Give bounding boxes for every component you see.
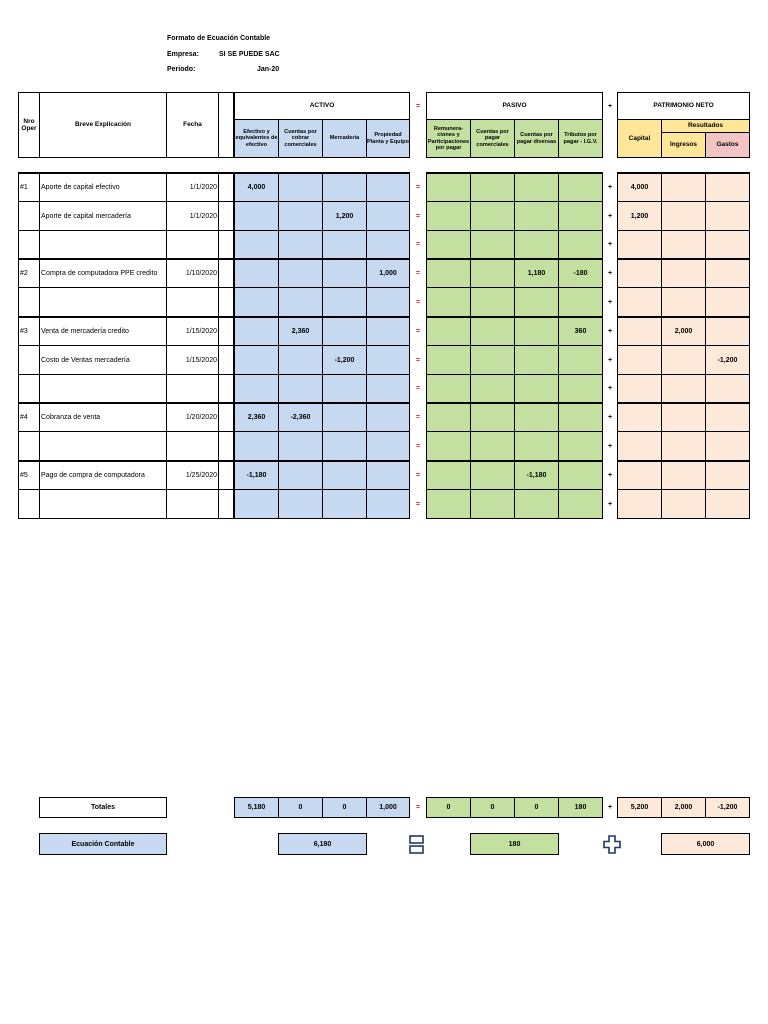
- row-nro: [18, 201, 40, 231]
- row-equals: =: [415, 442, 421, 450]
- row-activo-cell: [234, 287, 279, 317]
- row-activo-cell: 4,000: [234, 172, 279, 202]
- row-activo-cell: [366, 402, 410, 432]
- row-activo-cell: [278, 258, 323, 288]
- row-activo-cell: 2,360: [234, 402, 279, 432]
- row-spacer: [218, 287, 234, 317]
- row-pasivo-cell: [558, 460, 603, 490]
- row-activo-cell: [234, 489, 279, 519]
- row-activo-cell: [278, 172, 323, 202]
- row-nro: #5: [18, 460, 40, 490]
- row-patrimonio-cell: 4,000: [617, 172, 662, 202]
- row-patrimonio-cell: [661, 345, 706, 375]
- header-nro: Nro Oper: [18, 92, 40, 158]
- row-spacer: [218, 402, 234, 432]
- row-activo-cell: [278, 489, 323, 519]
- row-fecha: 1/15/2020: [166, 345, 219, 375]
- plus-outline-icon: [602, 834, 622, 855]
- row-patrimonio-cell: [705, 230, 750, 259]
- header-equals: =: [415, 102, 421, 110]
- row-activo-cell: [322, 374, 367, 403]
- row-patrimonio-cell: [617, 258, 662, 288]
- header-plus: +: [607, 102, 613, 110]
- row-pasivo-cell: [470, 201, 515, 231]
- row-pasivo-cell: [426, 201, 471, 231]
- row-activo-cell: [322, 316, 367, 346]
- row-pasivo-cell: 1,180: [514, 258, 559, 288]
- total-tributos: 180: [558, 797, 603, 818]
- row-explicacion: Aporte de capital efectivo: [39, 172, 167, 202]
- row-pasivo-cell: [514, 345, 559, 375]
- row-activo-cell: [366, 172, 410, 202]
- row-pasivo-cell: [514, 287, 559, 317]
- header-ingresos: Ingresos: [661, 132, 706, 158]
- row-pasivo-cell: [558, 287, 603, 317]
- header-resultados: Resultados: [661, 119, 750, 133]
- row-activo-cell: [278, 460, 323, 490]
- header-capital: Capital: [617, 119, 662, 158]
- row-pasivo-cell: [426, 460, 471, 490]
- row-activo-cell: [366, 316, 410, 346]
- row-spacer: [218, 345, 234, 375]
- row-pasivo-cell: [470, 230, 515, 259]
- row-pasivo-cell: [426, 489, 471, 519]
- row-pasivo-cell: -180: [558, 258, 603, 288]
- row-nro: [18, 489, 40, 519]
- row-pasivo-cell: [558, 345, 603, 375]
- total-ingresos: 2,000: [661, 797, 706, 818]
- row-equals: =: [415, 500, 421, 508]
- row-activo-cell: [278, 201, 323, 231]
- row-patrimonio-cell: [661, 230, 706, 259]
- row-activo-cell: [366, 201, 410, 231]
- row-activo-cell: 1,200: [322, 201, 367, 231]
- row-pasivo-cell: [558, 172, 603, 202]
- row-activo-cell: [234, 316, 279, 346]
- row-activo-cell: [322, 489, 367, 519]
- total-cuentas-cobrar: 0: [278, 797, 323, 818]
- row-activo-cell: [278, 345, 323, 375]
- header-efectivo: Efectivo y equivalentes de efectivo: [234, 119, 279, 158]
- row-nro: #3: [18, 316, 40, 346]
- header-remuneraciones: Remunera-ciones y Participaciones por pagar: [426, 119, 471, 158]
- row-spacer: [218, 230, 234, 259]
- row-pasivo-cell: [426, 230, 471, 259]
- row-patrimonio-cell: [617, 230, 662, 259]
- row-pasivo-cell: [426, 258, 471, 288]
- row-explicacion: [39, 230, 167, 259]
- row-explicacion: Pago de compra de computadora: [39, 460, 167, 490]
- row-plus: +: [607, 241, 613, 248]
- total-mercaderia: 0: [322, 797, 367, 818]
- row-patrimonio-cell: -1,200: [705, 345, 750, 375]
- row-pasivo-cell: [470, 431, 515, 461]
- row-activo-cell: [278, 287, 323, 317]
- row-activo-cell: -2,360: [278, 402, 323, 432]
- sheet-title: Formato de Ecuación Contable: [167, 35, 271, 42]
- company-value: SI SE PUEDE SAC: [219, 51, 280, 58]
- row-explicacion: [39, 374, 167, 403]
- row-equals: =: [415, 385, 421, 392]
- row-activo-cell: [234, 258, 279, 288]
- row-spacer: [218, 489, 234, 519]
- row-patrimonio-cell: [705, 316, 750, 346]
- row-plus: +: [607, 442, 613, 450]
- row-plus: +: [607, 298, 613, 306]
- row-pasivo-cell: [470, 258, 515, 288]
- row-nro: [18, 431, 40, 461]
- row-pasivo-cell: [470, 402, 515, 432]
- row-patrimonio-cell: [705, 402, 750, 432]
- row-activo-cell: [234, 431, 279, 461]
- row-pasivo-cell: [470, 345, 515, 375]
- row-activo-cell: [322, 402, 367, 432]
- row-patrimonio-cell: 2,000: [661, 316, 706, 346]
- row-pasivo-cell: [558, 402, 603, 432]
- row-patrimonio-cell: [705, 172, 750, 202]
- row-nro: [18, 345, 40, 375]
- row-patrimonio-cell: [617, 489, 662, 519]
- row-patrimonio-cell: [661, 258, 706, 288]
- row-explicacion: [39, 431, 167, 461]
- row-pasivo-cell: [426, 172, 471, 202]
- row-plus: +: [607, 500, 613, 508]
- row-equals: =: [415, 241, 421, 248]
- period-label: Periodo:: [167, 66, 196, 73]
- row-activo-cell: [366, 230, 410, 259]
- row-patrimonio-cell: [705, 374, 750, 403]
- row-patrimonio-cell: [705, 258, 750, 288]
- total-efectivo: 5,180: [234, 797, 279, 818]
- row-explicacion: [39, 287, 167, 317]
- header-gastos: Gastos: [705, 132, 750, 158]
- row-patrimonio-cell: [617, 460, 662, 490]
- row-pasivo-cell: [426, 374, 471, 403]
- row-plus: +: [607, 356, 613, 364]
- row-pasivo-cell: [514, 374, 559, 403]
- row-patrimonio-cell: [661, 287, 706, 317]
- row-explicacion: [39, 489, 167, 519]
- row-patrimonio-cell: [661, 201, 706, 231]
- row-equals: =: [415, 356, 421, 364]
- header-cuentas-cobrar: Cuentas por cobrar comerciales: [278, 119, 323, 158]
- row-pasivo-cell: [426, 345, 471, 375]
- row-patrimonio-cell: [705, 489, 750, 519]
- row-patrimonio-cell: [661, 172, 706, 202]
- row-plus: +: [607, 327, 613, 335]
- company-label: Empresa:: [167, 51, 199, 58]
- row-nro: #2: [18, 258, 40, 288]
- row-spacer: [218, 460, 234, 490]
- row-fecha: 1/1/2020: [166, 201, 219, 231]
- row-activo-cell: [234, 374, 279, 403]
- row-fecha: [166, 374, 219, 403]
- row-patrimonio-cell: [617, 374, 662, 403]
- row-patrimonio-cell: [705, 287, 750, 317]
- equation-patrimonio: 6,000: [661, 833, 750, 855]
- row-patrimonio-cell: [617, 287, 662, 317]
- row-pasivo-cell: [470, 287, 515, 317]
- row-activo-cell: [366, 345, 410, 375]
- row-pasivo-cell: [514, 172, 559, 202]
- row-activo-cell: [366, 374, 410, 403]
- row-explicacion: Aporte de capital mercadería: [39, 201, 167, 231]
- row-explicacion: Cobranza de venta: [39, 402, 167, 432]
- row-pasivo-cell: [426, 402, 471, 432]
- row-activo-cell: [322, 230, 367, 259]
- header-spacer: [218, 92, 234, 158]
- row-pasivo-cell: [558, 374, 603, 403]
- row-spacer: [218, 374, 234, 403]
- row-activo-cell: [322, 460, 367, 490]
- row-nro: [18, 374, 40, 403]
- row-pasivo-cell: [514, 230, 559, 259]
- row-plus: +: [607, 413, 613, 421]
- row-activo-cell: [366, 489, 410, 519]
- row-pasivo-cell: [558, 489, 603, 519]
- row-pasivo-cell: [558, 230, 603, 259]
- header-patrimonio: PATRIMONIO NETO: [617, 92, 750, 120]
- row-fecha: 1/1/2020: [166, 172, 219, 202]
- row-pasivo-cell: [470, 316, 515, 346]
- row-patrimonio-cell: [617, 345, 662, 375]
- row-activo-cell: [234, 230, 279, 259]
- row-pasivo-cell: [514, 431, 559, 461]
- row-activo-cell: [322, 172, 367, 202]
- row-explicacion: Compra de computadora PPE credito: [39, 258, 167, 288]
- row-patrimonio-cell: [705, 431, 750, 461]
- row-activo-cell: [366, 287, 410, 317]
- total-ppe: 1,000: [366, 797, 410, 818]
- row-spacer: [218, 201, 234, 231]
- row-nro: #1: [18, 172, 40, 202]
- total-remuneraciones: 0: [426, 797, 471, 818]
- total-capital: 5,200: [617, 797, 662, 818]
- row-activo-cell: [366, 431, 410, 461]
- row-plus: +: [607, 212, 613, 220]
- row-pasivo-cell: [470, 172, 515, 202]
- row-activo-cell: [322, 431, 367, 461]
- row-pasivo-cell: [470, 374, 515, 403]
- row-pasivo-cell: [470, 489, 515, 519]
- row-fecha: 1/20/2020: [166, 402, 219, 432]
- row-activo-cell: 2,360: [278, 316, 323, 346]
- row-fecha: [166, 287, 219, 317]
- row-nro: [18, 287, 40, 317]
- row-fecha: 1/25/2020: [166, 460, 219, 490]
- total-cuentas-pagar-diversas: 0: [514, 797, 559, 818]
- row-equals: =: [415, 269, 421, 277]
- row-equals: =: [415, 298, 421, 306]
- row-patrimonio-cell: [661, 374, 706, 403]
- row-fecha: [166, 489, 219, 519]
- row-activo-cell: [278, 431, 323, 461]
- row-fecha: [166, 230, 219, 259]
- row-patrimonio-cell: [617, 402, 662, 432]
- row-explicacion: Venta de mercadería credito: [39, 316, 167, 346]
- row-pasivo-cell: [426, 316, 471, 346]
- row-plus: +: [607, 183, 613, 191]
- header-explicacion: Breve Explicación: [39, 92, 167, 158]
- row-activo-cell: -1,200: [322, 345, 367, 375]
- row-pasivo-cell: [558, 431, 603, 461]
- row-activo-cell: [278, 230, 323, 259]
- row-nro: [18, 230, 40, 259]
- header-activo: ACTIVO: [234, 92, 410, 120]
- row-patrimonio-cell: 1,200: [617, 201, 662, 231]
- row-pasivo-cell: 360: [558, 316, 603, 346]
- row-pasivo-cell: [514, 489, 559, 519]
- row-plus: +: [607, 385, 613, 392]
- header-fecha: Fecha: [166, 92, 219, 158]
- header-mercaderia: Mercadería: [322, 119, 367, 158]
- row-pasivo-cell: [514, 316, 559, 346]
- equation-activo: 6,180: [278, 833, 367, 855]
- totals-label: Totales: [39, 797, 167, 818]
- row-equals: =: [415, 471, 421, 479]
- totals-equals: =: [415, 804, 421, 811]
- row-patrimonio-cell: [661, 489, 706, 519]
- header-tributos: Tributos por pagar - I.G.V.: [558, 119, 603, 158]
- row-pasivo-cell: [470, 460, 515, 490]
- row-equals: =: [415, 413, 421, 421]
- row-plus: +: [607, 269, 613, 277]
- row-activo-cell: [278, 374, 323, 403]
- row-activo-cell: 1,000: [366, 258, 410, 288]
- row-pasivo-cell: [426, 287, 471, 317]
- equation-pasivo: 180: [470, 833, 559, 855]
- header-pasivo: PASIVO: [426, 92, 603, 120]
- row-equals: =: [415, 183, 421, 191]
- row-patrimonio-cell: [661, 460, 706, 490]
- row-spacer: [218, 172, 234, 202]
- header-cuentas-pagar-comerciales: Cuentas por pagar comerciales: [470, 119, 515, 158]
- row-fecha: [166, 431, 219, 461]
- totals-plus: +: [607, 804, 613, 811]
- row-pasivo-cell: [426, 431, 471, 461]
- total-cuentas-pagar-comerciales: 0: [470, 797, 515, 818]
- header-cuentas-pagar-diversas: Cuentas por pagar diversas: [514, 119, 559, 158]
- row-pasivo-cell: -1,180: [514, 460, 559, 490]
- row-patrimonio-cell: [617, 316, 662, 346]
- row-patrimonio-cell: [617, 431, 662, 461]
- row-activo-cell: -1,180: [234, 460, 279, 490]
- row-spacer: [218, 258, 234, 288]
- period-value: Jan-20: [257, 66, 280, 73]
- row-equals: =: [415, 327, 421, 335]
- row-spacer: [218, 431, 234, 461]
- total-gastos: -1,200: [705, 797, 750, 818]
- row-nro: #4: [18, 402, 40, 432]
- row-patrimonio-cell: [705, 460, 750, 490]
- row-explicacion: Costo de Ventas mercadería: [39, 345, 167, 375]
- row-activo-cell: [322, 287, 367, 317]
- row-patrimonio-cell: [661, 402, 706, 432]
- row-spacer: [218, 316, 234, 346]
- row-pasivo-cell: [514, 402, 559, 432]
- header-ppe: Propiedad Planta y Equipo: [366, 119, 410, 158]
- equation-label: Ecuación Contable: [39, 833, 167, 855]
- row-patrimonio-cell: [705, 201, 750, 231]
- row-pasivo-cell: [558, 201, 603, 231]
- row-fecha: 1/10/2020: [166, 258, 219, 288]
- equals-box-icon: [408, 834, 426, 855]
- row-plus: +: [607, 471, 613, 479]
- row-pasivo-cell: [514, 201, 559, 231]
- row-equals: =: [415, 212, 421, 220]
- row-activo-cell: [366, 460, 410, 490]
- row-fecha: 1/15/2020: [166, 316, 219, 346]
- row-activo-cell: [234, 201, 279, 231]
- row-activo-cell: [234, 345, 279, 375]
- row-activo-cell: [322, 258, 367, 288]
- row-patrimonio-cell: [661, 431, 706, 461]
